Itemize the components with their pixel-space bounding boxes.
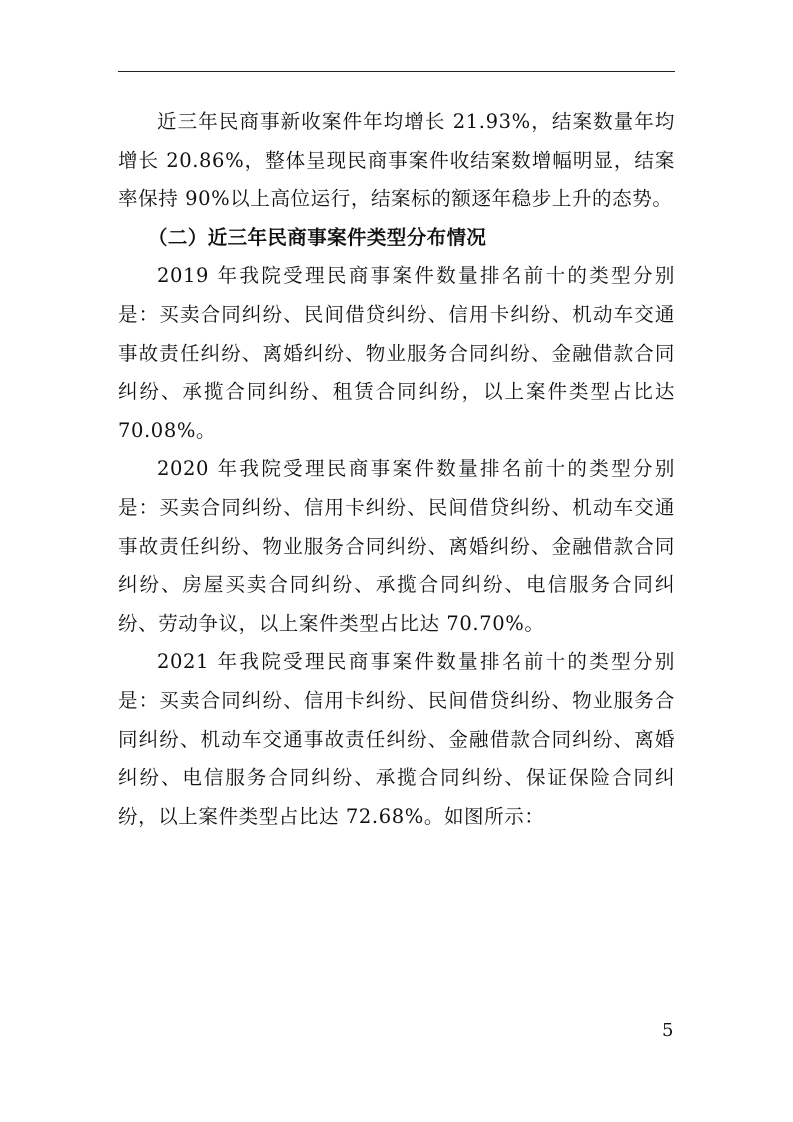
paragraph-2019-case-types: 2019 年我院受理民商事案件数量排名前十的类型分别是：买卖合同纠纷、民间借贷纠纷、信用卡纠纷、机动车交通事故责任纠纷、离婚纠纷、物业服务合同纠纷、金融借款合同纠纷、承揽合同纠纷、租赁合同纠纷，以上案件类型占比达 70.08%。 (118, 264, 675, 442)
paragraph-growth-summary: 近三年民商事新收案件年均增长 21.93%，结案数量年均增长 20.86%，整体呈现民商事案件收结案数增幅明显，结案率保持 90%以上高位运行，结案标的额逐年稳步上升的态势。 (118, 110, 675, 211)
paragraph-2021-case-types: 2021 年我院受理民商事案件数量排名前十的类型分别是：买卖合同纠纷、信用卡纠纷、民间借贷纠纷、物业服务合同纠纷、机动车交通事故责任纠纷、金融借款合同纠纷、离婚纠纷、电信服务合同纠纷、承揽合同纠纷、保证保险合同纠纷，以上案件类型占比达 72.68%。如图所示： (118, 650, 675, 828)
header-rule (118, 71, 675, 72)
page-number: 5 (662, 1020, 674, 1041)
section-heading: （二）近三年民商事案件类型分布情况 (148, 225, 487, 249)
document-body (118, 103, 675, 836)
paragraph-2020-case-types: 2020 年我院受理民商事案件数量排名前十的类型分别是：买卖合同纠纷、信用卡纠纷、民间借贷纠纷、机动车交通事故责任纠纷、物业服务合同纠纷、离婚纠纷、金融借款合同纠纷、房屋买卖合同纠纷、承揽合同纠纷、电信服务合同纠纷、劳动争议，以上案件类型占比达 70.70%。 (118, 457, 675, 635)
